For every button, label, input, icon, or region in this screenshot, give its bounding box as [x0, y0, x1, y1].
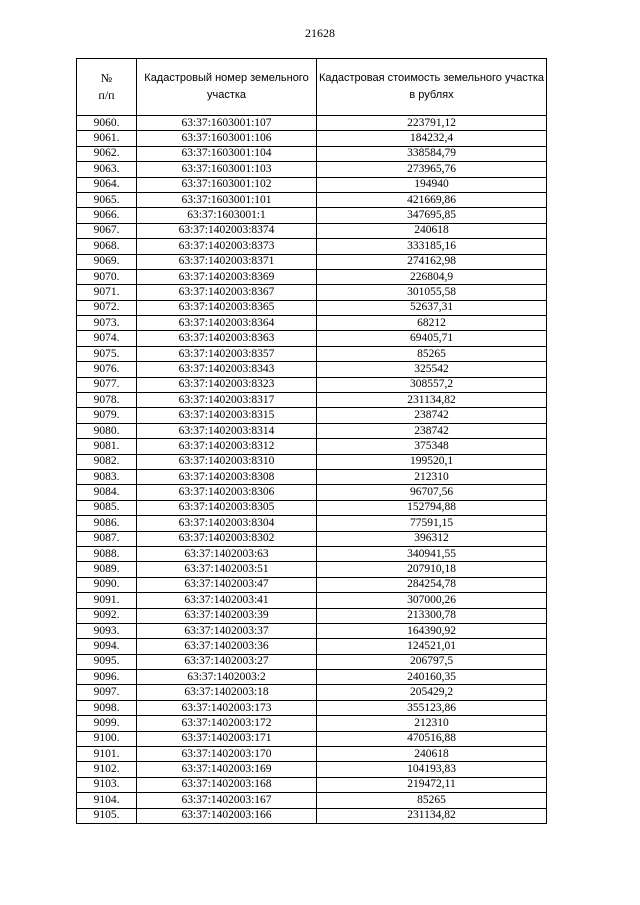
cell-cad-number: 63:37:1402003:51	[137, 562, 317, 577]
cell-num: 9074.	[77, 331, 137, 346]
cell-cad-value: 164390,92	[317, 623, 547, 638]
table-row	[77, 162, 547, 177]
cell-cad-number: 63:37:1603001:1	[137, 208, 317, 223]
cell-cad-value: 124521,01	[317, 639, 547, 654]
table-row	[77, 700, 547, 715]
cell-num: 9105.	[77, 808, 137, 823]
cell-num: 9104.	[77, 793, 137, 808]
cell-num: 9096.	[77, 670, 137, 685]
cell-num: 9077.	[77, 377, 137, 392]
cell-cad-value: 77591,15	[317, 516, 547, 531]
table-row	[77, 762, 547, 777]
cell-cad-value: 199520,1	[317, 454, 547, 469]
table-row	[77, 131, 547, 146]
cell-cad-number: 63:37:1402003:166	[137, 808, 317, 823]
cell-cad-number: 63:37:1402003:8317	[137, 393, 317, 408]
cell-cad-number: 63:37:1603001:102	[137, 177, 317, 192]
cell-num: 9061.	[77, 131, 137, 146]
table-row	[77, 593, 547, 608]
cell-num: 9101.	[77, 747, 137, 762]
cell-cad-value: 273965,76	[317, 162, 547, 177]
cell-cad-value: 194940	[317, 177, 547, 192]
cell-cad-value: 338584,79	[317, 146, 547, 161]
table-row	[77, 731, 547, 746]
cell-cad-number: 63:37:1402003:2	[137, 670, 317, 685]
cell-num: 9068.	[77, 239, 137, 254]
table-row	[77, 254, 547, 269]
cell-num: 9098.	[77, 700, 137, 715]
cell-cad-value: 347695,85	[317, 208, 547, 223]
table-body	[77, 116, 547, 824]
cell-cad-value: 396312	[317, 531, 547, 546]
cell-cad-value: 325542	[317, 362, 547, 377]
cell-cad-number: 63:37:1402003:8369	[137, 269, 317, 284]
cell-num: 9063.	[77, 162, 137, 177]
cell-cad-value: 240618	[317, 747, 547, 762]
cell-num: 9103.	[77, 777, 137, 792]
cell-cad-value: 240618	[317, 223, 547, 238]
cell-num: 9067.	[77, 223, 137, 238]
cell-cad-number: 63:37:1402003:170	[137, 747, 317, 762]
cell-num: 9071.	[77, 285, 137, 300]
table-row	[77, 316, 547, 331]
cell-cad-number: 63:37:1402003:169	[137, 762, 317, 777]
cell-cad-value: 333185,16	[317, 239, 547, 254]
table-header	[77, 59, 547, 116]
cell-cad-value: 212310	[317, 469, 547, 484]
cell-cad-value: 231134,82	[317, 808, 547, 823]
table-row	[77, 808, 547, 823]
cell-cad-value: 184232,4	[317, 131, 547, 146]
cell-cad-number: 63:37:1402003:8357	[137, 346, 317, 361]
table-row	[77, 377, 547, 392]
cell-cad-number: 63:37:1402003:8364	[137, 316, 317, 331]
cell-num: 9060.	[77, 116, 137, 131]
cell-cad-value: 301055,58	[317, 285, 547, 300]
cell-cad-value: 85265	[317, 793, 547, 808]
table-row	[77, 577, 547, 592]
table-row	[77, 192, 547, 207]
cell-cad-number: 63:37:1402003:8308	[137, 469, 317, 484]
table-row	[77, 439, 547, 454]
cell-num: 9069.	[77, 254, 137, 269]
cell-cad-number: 63:37:1603001:107	[137, 116, 317, 131]
cell-cad-number: 63:37:1402003:167	[137, 793, 317, 808]
cell-cad-number: 63:37:1402003:171	[137, 731, 317, 746]
cell-cad-number: 63:37:1402003:8302	[137, 531, 317, 546]
cell-num: 9095.	[77, 654, 137, 669]
table-row	[77, 654, 547, 669]
cell-num: 9078.	[77, 393, 137, 408]
cell-cad-value: 284254,78	[317, 577, 547, 592]
table-row	[77, 454, 547, 469]
cell-cad-value: 212310	[317, 716, 547, 731]
table-row	[77, 716, 547, 731]
cell-cad-number: 63:37:1402003:8371	[137, 254, 317, 269]
table-row	[77, 239, 547, 254]
cell-cad-number: 63:37:1402003:36	[137, 639, 317, 654]
table-row	[77, 747, 547, 762]
cell-cad-value: 470516,88	[317, 731, 547, 746]
cell-cad-number: 63:37:1402003:8312	[137, 439, 317, 454]
cell-cad-number: 63:37:1402003:8343	[137, 362, 317, 377]
cell-cad-value: 207910,18	[317, 562, 547, 577]
cell-cad-value: 240160,35	[317, 670, 547, 685]
cell-num: 9097.	[77, 685, 137, 700]
cell-num: 9087.	[77, 531, 137, 546]
cell-cad-number: 63:37:1402003:168	[137, 777, 317, 792]
cell-cad-number: 63:37:1402003:172	[137, 716, 317, 731]
table-row	[77, 177, 547, 192]
cell-cad-number: 63:37:1402003:173	[137, 700, 317, 715]
table-row	[77, 362, 547, 377]
cell-cad-number: 63:37:1402003:8305	[137, 500, 317, 515]
cell-cad-number: 63:37:1402003:37	[137, 623, 317, 638]
table-row	[77, 346, 547, 361]
cell-num: 9081.	[77, 439, 137, 454]
cell-num: 9082.	[77, 454, 137, 469]
cell-cad-number: 63:37:1402003:41	[137, 593, 317, 608]
cell-num: 9062.	[77, 146, 137, 161]
cell-num: 9092.	[77, 608, 137, 623]
cell-num: 9083.	[77, 469, 137, 484]
cell-cad-value: 219472,11	[317, 777, 547, 792]
cell-num: 9079.	[77, 408, 137, 423]
cell-cad-value: 85265	[317, 346, 547, 361]
table-row	[77, 408, 547, 423]
table-row	[77, 393, 547, 408]
cell-cad-value: 205429,2	[317, 685, 547, 700]
cell-cad-number: 63:37:1402003:8314	[137, 423, 317, 438]
table-row	[77, 639, 547, 654]
cell-cad-number: 63:37:1402003:18	[137, 685, 317, 700]
cell-cad-number: 63:37:1402003:63	[137, 546, 317, 561]
cell-cad-number: 63:37:1402003:8323	[137, 377, 317, 392]
cell-cad-number: 63:37:1603001:101	[137, 192, 317, 207]
cell-cad-value: 96707,56	[317, 485, 547, 500]
cell-num: 9085.	[77, 500, 137, 515]
table-row	[77, 500, 547, 515]
table-row	[77, 469, 547, 484]
cell-num: 9091.	[77, 593, 137, 608]
cell-cad-value: 238742	[317, 423, 547, 438]
cell-cad-value: 421669,86	[317, 192, 547, 207]
cell-cad-number: 63:37:1402003:8315	[137, 408, 317, 423]
cell-cad-number: 63:37:1402003:8304	[137, 516, 317, 531]
cell-cad-value: 231134,82	[317, 393, 547, 408]
cell-num: 9100.	[77, 731, 137, 746]
cell-num: 9089.	[77, 562, 137, 577]
cell-cad-value: 213300,78	[317, 608, 547, 623]
cell-cad-number: 63:37:1402003:8306	[137, 485, 317, 500]
cell-cad-number: 63:37:1402003:39	[137, 608, 317, 623]
cell-cad-value: 223791,12	[317, 116, 547, 131]
cell-cad-value: 238742	[317, 408, 547, 423]
cell-num: 9073.	[77, 316, 137, 331]
table-row	[77, 777, 547, 792]
cell-cad-value: 69405,71	[317, 331, 547, 346]
table-row	[77, 685, 547, 700]
table-row	[77, 300, 547, 315]
table-row	[77, 562, 547, 577]
cell-num: 9088.	[77, 546, 137, 561]
cell-cad-value: 308557,2	[317, 377, 547, 392]
cell-cad-value: 340941,55	[317, 546, 547, 561]
cell-num: 9086.	[77, 516, 137, 531]
table-row	[77, 116, 547, 131]
cell-num: 9070.	[77, 269, 137, 284]
table-row	[77, 623, 547, 638]
cell-cad-value: 355123,86	[317, 700, 547, 715]
cell-cad-value: 274162,98	[317, 254, 547, 269]
cell-cad-number: 63:37:1603001:103	[137, 162, 317, 177]
table-row	[77, 285, 547, 300]
cell-cad-value: 206797,5	[317, 654, 547, 669]
cell-num: 9090.	[77, 577, 137, 592]
table-row	[77, 208, 547, 223]
table-row	[77, 608, 547, 623]
table-row	[77, 331, 547, 346]
cell-cad-number: 63:37:1402003:27	[137, 654, 317, 669]
cell-cad-number: 63:37:1603001:104	[137, 146, 317, 161]
cell-cad-number: 63:37:1402003:8374	[137, 223, 317, 238]
cell-num: 9099.	[77, 716, 137, 731]
header-cad-value: Кадастровая стоимость земельного участка в рублях	[317, 59, 547, 116]
cell-cad-value: 307000,26	[317, 593, 547, 608]
cell-num: 9064.	[77, 177, 137, 192]
cell-num: 9066.	[77, 208, 137, 223]
cell-cad-value: 226804,9	[317, 269, 547, 284]
cell-num: 9093.	[77, 623, 137, 638]
table-row	[77, 531, 547, 546]
cell-cad-number: 63:37:1402003:8367	[137, 285, 317, 300]
cell-num: 9094.	[77, 639, 137, 654]
table-row	[77, 223, 547, 238]
cell-cad-number: 63:37:1603001:106	[137, 131, 317, 146]
table-row	[77, 670, 547, 685]
table-row	[77, 793, 547, 808]
cell-num: 9076.	[77, 362, 137, 377]
page-number: 21628	[305, 26, 335, 40]
table-row	[77, 546, 547, 561]
table-row	[77, 146, 547, 161]
header-row	[77, 59, 547, 116]
cell-cad-number: 63:37:1402003:8373	[137, 239, 317, 254]
cell-cad-value: 68212	[317, 316, 547, 331]
cell-num: 9075.	[77, 346, 137, 361]
cell-cad-number: 63:37:1402003:8363	[137, 331, 317, 346]
cell-num: 9080.	[77, 423, 137, 438]
table-row	[77, 485, 547, 500]
cell-cad-value: 152794,88	[317, 500, 547, 515]
cell-num: 9102.	[77, 762, 137, 777]
cell-cad-number: 63:37:1402003:47	[137, 577, 317, 592]
cell-cad-value: 375348	[317, 439, 547, 454]
cell-cad-value: 104193,83	[317, 762, 547, 777]
cell-num: 9072.	[77, 300, 137, 315]
cell-num: 9084.	[77, 485, 137, 500]
cadastre-table	[76, 58, 547, 824]
table-row	[77, 516, 547, 531]
cell-cad-value: 52637,31	[317, 300, 547, 315]
cell-cad-number: 63:37:1402003:8310	[137, 454, 317, 469]
header-num: № п/п	[77, 59, 137, 116]
cell-num: 9065.	[77, 192, 137, 207]
cell-cad-number: 63:37:1402003:8365	[137, 300, 317, 315]
header-cad-number: Кадастровый номер земельного участка	[137, 59, 317, 116]
table-row	[77, 423, 547, 438]
table-row	[77, 269, 547, 284]
